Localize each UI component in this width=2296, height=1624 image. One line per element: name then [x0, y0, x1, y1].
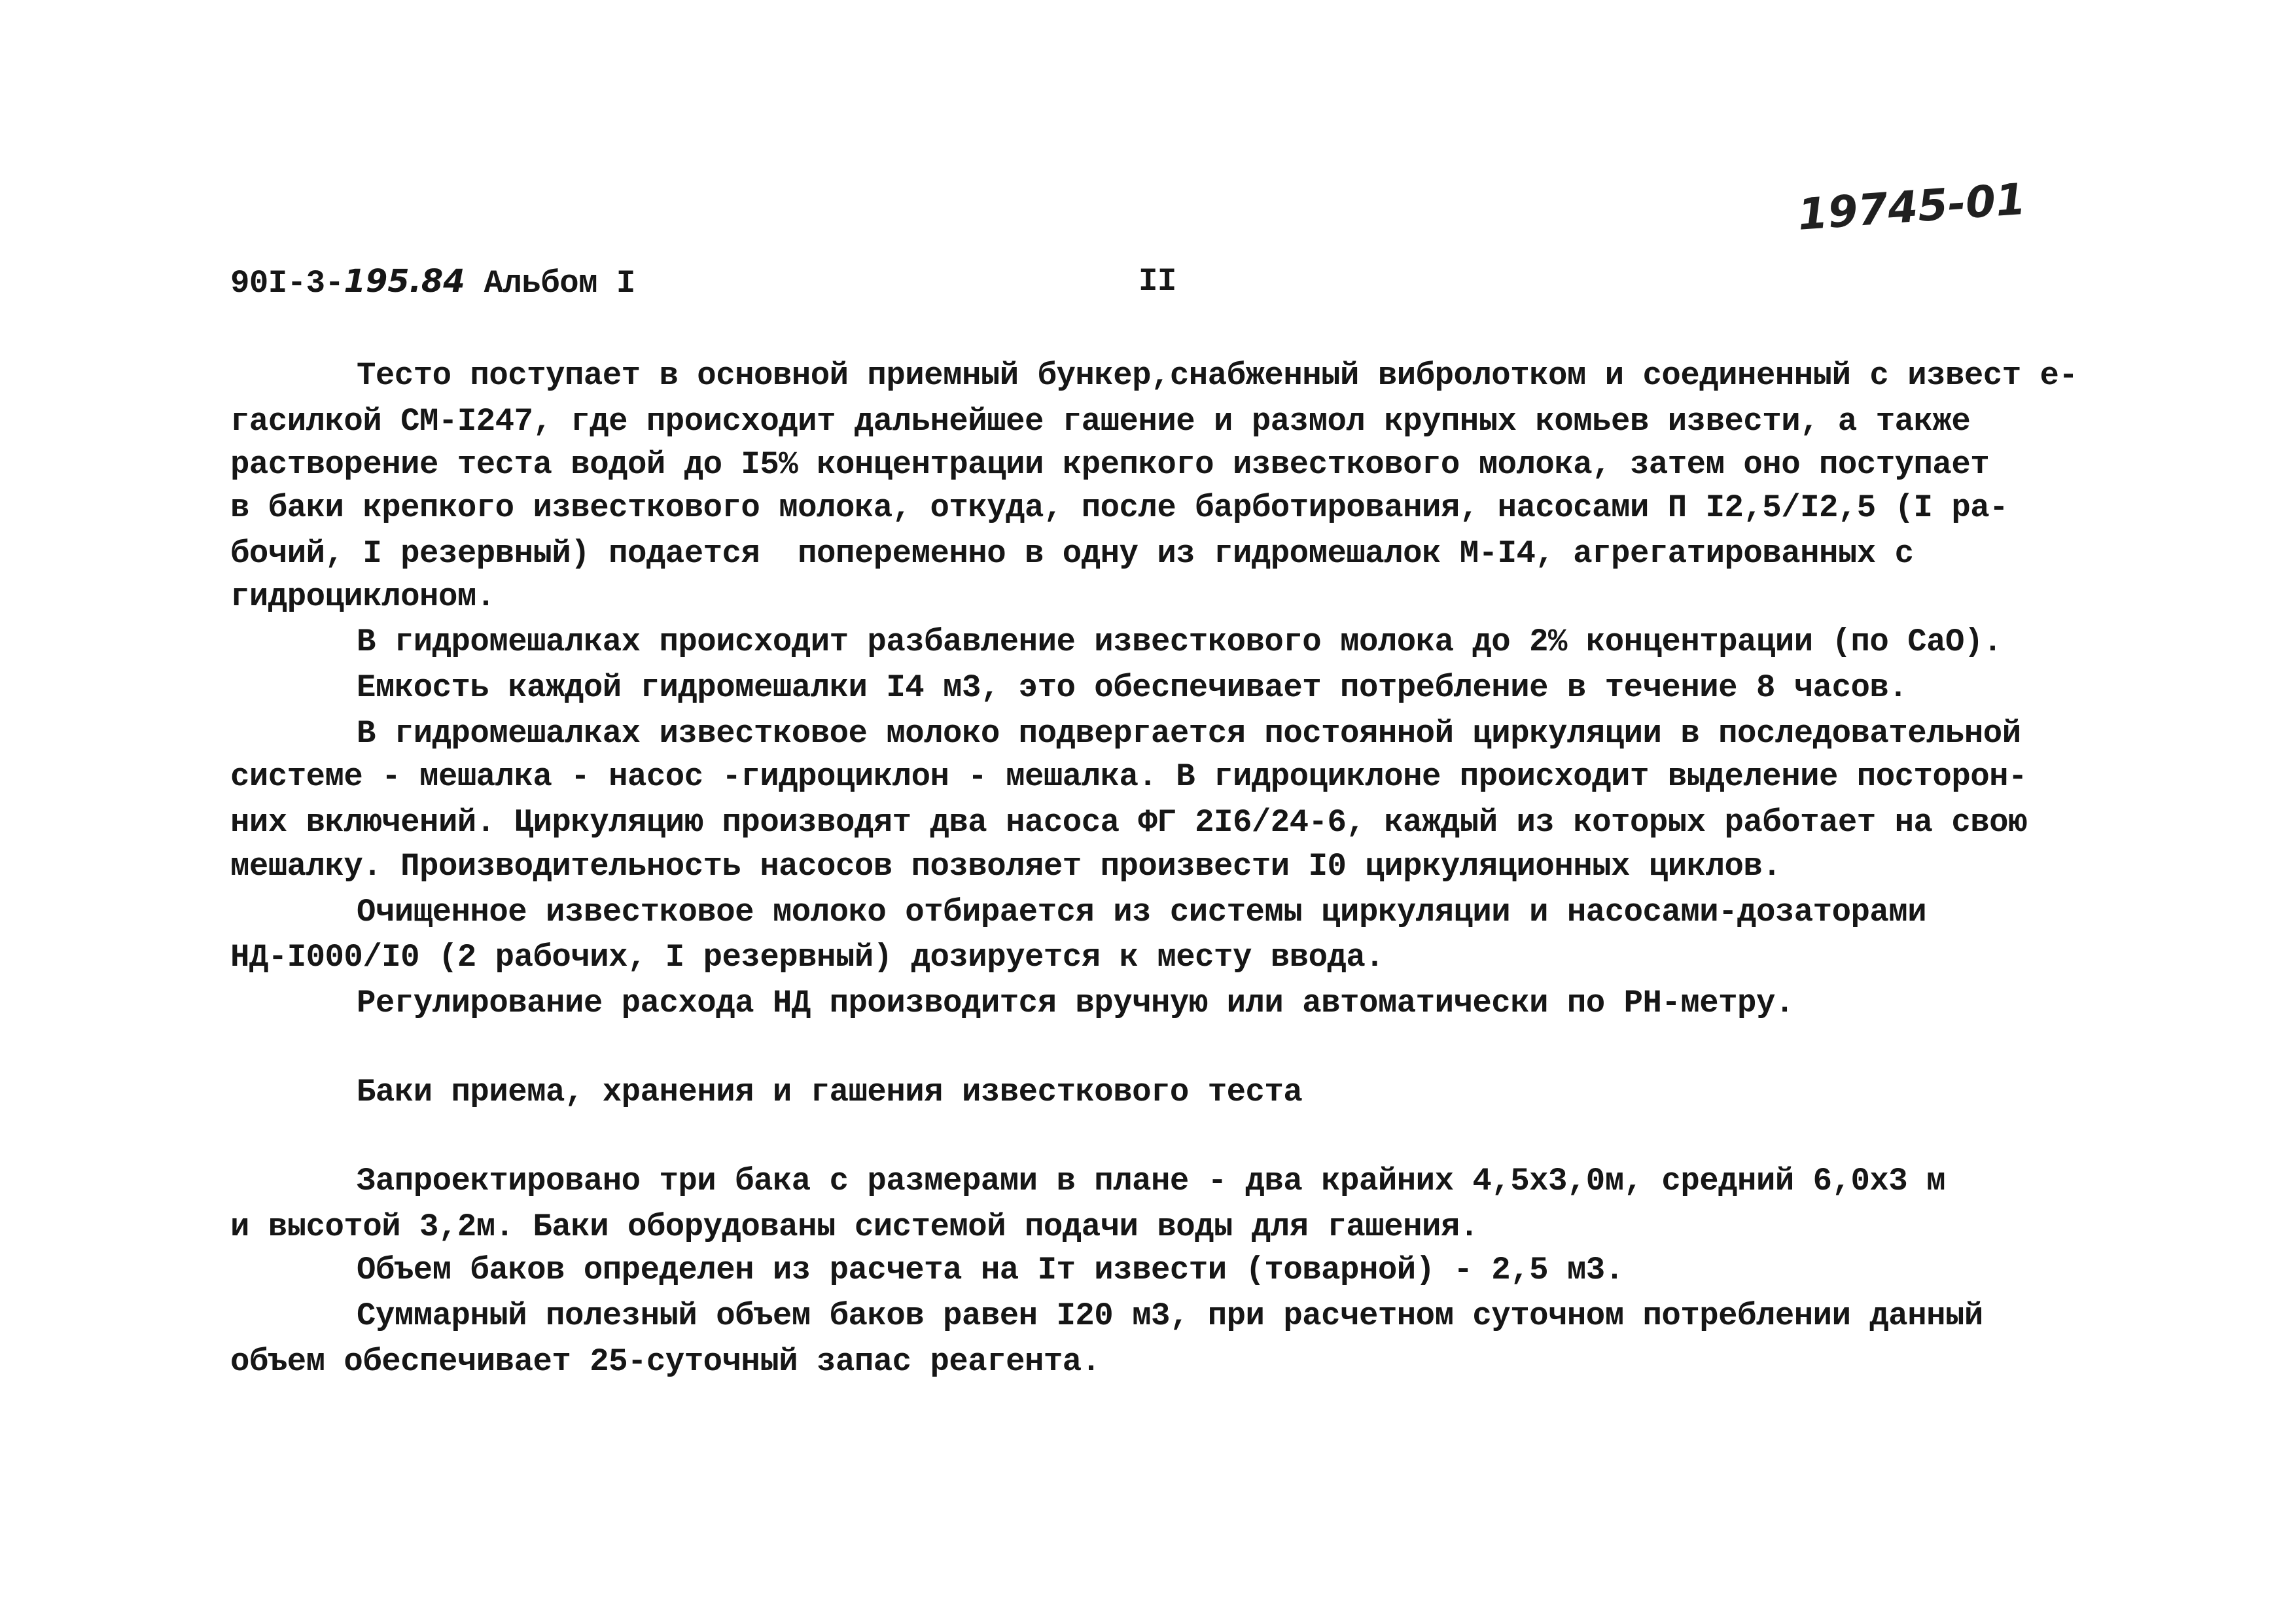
text-line: гасилкой СМ-I247, где происходит дальнейшее гашение и размол крупных комьев извести, а также	[230, 403, 1971, 440]
header-suffix: Альбом I	[465, 265, 635, 302]
handwritten-document-number: 19745-01	[1796, 173, 2028, 240]
text-line: Емкость каждой гидромешалки I4 м3, это обеспечивает потребление в течение 8 часов.	[357, 669, 1908, 706]
text-line: мешалку. Производительность насосов позволяет произвести I0 циркуляционных циклов.	[230, 848, 1782, 885]
text-line: и высотой 3,2м. Баки оборудованы системой подачи воды для гашения.	[230, 1209, 1479, 1245]
text-line: Суммарный полезный объем баков равен I20 м3, при расчетном суточном потреблении данный	[357, 1297, 1983, 1334]
text-line: растворение теста водой до I5% концентрации крепкого известкового молока, затем оно поступает	[230, 446, 1990, 483]
text-line: системе - мешалка - насос -гидроциклон - мешалка. В гидроциклоне происходит выделение посторон-	[230, 758, 2027, 795]
text-line: Запроектировано три бака с размерами в плане - два крайних 4,5х3,0м, средний 6,0х3 м	[357, 1163, 1946, 1199]
text-line: Тесто поступает в основной приемный бункер,снабженный вибролотком и соединенный с извест е-	[357, 357, 2078, 394]
text-line: Объем баков определен из расчета на Iт извести (товарной) - 2,5 м3.	[357, 1252, 1624, 1288]
section-heading: Баки приема, хранения и гашения известкового теста	[357, 1074, 1303, 1110]
header-prefix: 90I-3-	[230, 265, 344, 302]
text-line: гидроциклоном.	[230, 578, 495, 615]
text-line: бочий, I резервный) подается попеременно в одну из гидромешалок М-I4, агрегатированных с	[230, 535, 1914, 572]
text-line: В гидромешалках происходит разбавление известкового молока до 2% концентрации (по СаО).	[357, 624, 2002, 660]
text-line: Регулирование расхода НД производится вручную или автоматически по РН-метру.	[357, 985, 1794, 1021]
text-line: объем обеспечивает 25-суточный запас реагента.	[230, 1343, 1101, 1380]
text-line: них включений. Циркуляцию производят два насоса ФГ 2I6/24-6, каждый из которых работает на свою	[230, 804, 2027, 841]
text-line: в баки крепкого известкового молока, откуда, после барботирования, насосами П I2,5/I2,5 (I ра-	[230, 489, 2009, 526]
text-line: В гидромешалках известковое молоко подвергается постоянной циркуляции в последовательной	[357, 715, 2021, 752]
header-handwritten-part: 195.84	[344, 263, 465, 300]
text-line: Очищенное известковое молоко отбирается из системы циркуляции и насосами-дозаторами	[357, 894, 1927, 930]
text-line: НД-I000/I0 (2 рабочих, I резервный) дозируется к месту ввода.	[230, 939, 1385, 976]
page-number: II	[1139, 263, 1176, 300]
document-header	[230, 258, 635, 304]
